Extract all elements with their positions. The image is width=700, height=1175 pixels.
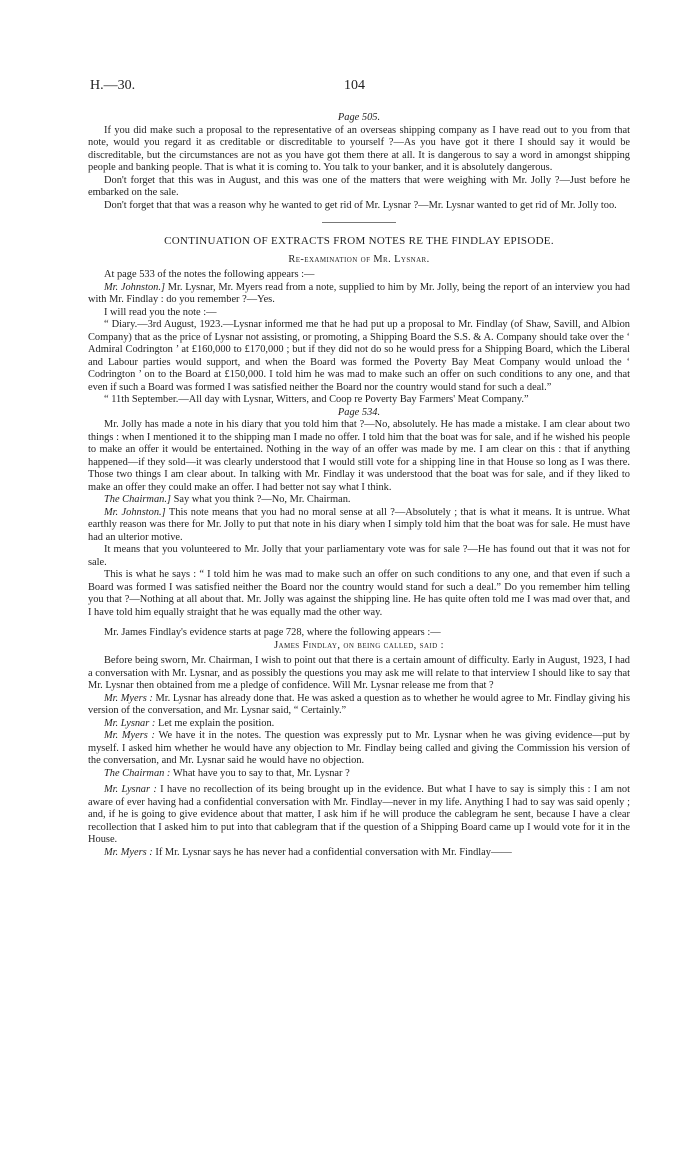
series-header: H.—30. — [90, 78, 136, 93]
page-reference: Page 505. — [337, 112, 381, 123]
paragraph: Before being sworn, Mr. Chairman, I wish to point out that there is a certain amount of difficulty. Early in August, 1923, I had a conversation with Mr. Lysnar, and as possibly the questions you may ask me will relate to that interview I should like to say that Mr. Lysnar then obtained from me a pledge of confidence. Will Mr. Lysnar release me from that ? — [88, 655, 630, 691]
speech-text: Mr. Lysnar has already done that. He was asked a question as to whether he would agree to Mr. Findlay giving his version of the conversation, and Mr. Lysnar said, “ Certainly.” — [88, 692, 630, 716]
speech-paragraph — [88, 730, 630, 768]
section-subheading: Re-examination of Mr. Lysnar. — [288, 253, 430, 265]
paragraph: Mr. Jolly has made a note in his diary that you told him that ?—No, absolutely. He has made a mistake. I am clear about two things : when I mentioned it to the shipping man I made no offer. I told him that the boat was for sale, and if he wished his people to make an offer it would be entertained. Nothing in the way of an offer was made by me. I am clear on this : that if anything happened—if they sold—it was clearly understood that I would still vote for a shipping line in that House so long as I was there. Those two things I am clear about. In talking with Mr. Findlay it was understood that the boat was for sale, and if they liked to make an offer they could make an offer. I had better not say what I think. — [88, 419, 630, 493]
paragraph: Mr. James Findlay's evidence starts at page 728, where the following appears :— — [104, 627, 441, 638]
speaker-label: Mr. Lysnar : — [104, 784, 157, 795]
speech-text: I have no recollection of its being brought up in the evidence. But what I have to say is simply this : I am not aware of ever having had a confidential conversation with Mr. Findlay—never in my life. Anything I had to say was said openly ; and, if he is going to give evidence about that matter, I ask him if he will produce the cablegram he sent, because I have a clear recollection that I asked him to put into that cablegram that if the question of a Shipping Board came up I would vote for it in the House. — [88, 784, 630, 845]
paragraph: At page 533 of the notes the following appears :— — [104, 269, 315, 280]
speaker-label: Mr. Johnston.] — [104, 281, 166, 293]
quoted-diary-entry: “ 11th September.—All day with Lysnar, Witters, and Coop re Poverty Bay Farmers' Meat Company.” — [104, 394, 529, 405]
paragraph: This is what he says : “ I told him he was mad to make such an offer on such conditions to any one, and that even if such a Board was formed I was satisfied neither the Board nor the country would stand for such a deal.” Do you remember him telling you that ?—Nothing at all about that. Mr. Jolly was against the shipping line. He has quite often told me I was mad over that, and I have told him equally straight that he was equally mad the other way. — [88, 569, 630, 618]
witness-heading: James Findlay, on being called, said : — [274, 639, 444, 651]
text-column — [88, 112, 630, 859]
speech-paragraph — [88, 718, 630, 731]
page-number: 104 — [344, 78, 365, 93]
speaker-label: Mr. Myers : — [104, 730, 155, 741]
speech-text: What have you to say to that, Mr. Lysnar ? — [172, 767, 350, 779]
paragraph: It means that you volunteered to Mr. Jolly that your parliamentary vote was for sale ?—He has found out that it was not for sale. — [88, 544, 630, 568]
speech-text: Say what you think ?—No, Mr. Chairman. — [173, 494, 351, 505]
speech-paragraph — [88, 494, 630, 507]
speaker-label: Mr. Myers : — [104, 692, 153, 704]
paragraph: Don't forget that this was in August, and this was one of the matters that were weighing with Mr. Jolly ?—Just before he embarked on the sale. — [88, 174, 630, 198]
speech-text: This note means that you had no moral sense at all ?—Absolutely ; that is what it means. It is untrue. What earthly reason was there for Mr. Jolly to put that note in his diary when I simply told him that the boat was for sale. He must have had an ulterior motive. — [88, 506, 630, 543]
speaker-label: Mr. Johnston.] — [104, 506, 166, 518]
speech-paragraph — [88, 507, 630, 545]
quoted-diary-entry: “ Diary.—3rd August, 1923.—Lysnar informed me that he had put up a proposal to Mr. Findlay (of Shaw, Savill, and Albion Company) that as the price of Lysnar not assisting, or promoting, a Shipping Board the S.S. & A. Company should take over the ‘ Admiral Codrington ’ at £160,000 to £170,000 ; but if they did not do so he would press for a Shipping Board, which the Liberal and Labour parties would support, and when the Board was formed the Poverty Bay Meat Company would unload the ‘ Codrington ’ on to the Board at £150,000. I told him he was mad to make such an offer on such conditions to any one, and that even if such a Board was formed I was satisfied neither the Board nor the country would stand for such a deal.” — [88, 319, 630, 393]
paragraph: If you did make such a proposal to the representative of an overseas shipping company as I have read out to you from that note, would you regard it as creditable or discreditable to yourself ?—As you have got it there I should say it would be discreditable, but the circumstances are not as you have got them there at all. It is dangerous to say a word in amongst shipping people and banking people. That is what it is coming to. You talk to your banker, and it is absolutely dangerous. — [88, 124, 630, 173]
page-reference: Page 534. — [337, 406, 381, 418]
speech-paragraph — [88, 784, 630, 847]
speaker-label: Mr. Myers : — [104, 846, 153, 858]
speech-text: Mr. Lysnar, Mr. Myers read from a note, supplied to him by Mr. Jolly, being the report of an interview you had with Mr. Findlay : do you remember ?—Yes. — [88, 281, 630, 305]
speech-paragraph — [88, 768, 630, 781]
speaker-label: Mr. Lysnar : — [104, 717, 156, 729]
paragraph: Don't forget that that was a reason why he wanted to get rid of Mr. Lysnar ?—Mr. Lysnar wanted to get rid of Mr. Jolly too. — [104, 199, 617, 211]
speaker-label: The Chairman : — [104, 767, 171, 779]
speech-paragraph — [88, 847, 630, 860]
speech-text: Let me explain the position. — [157, 717, 275, 729]
section-divider — [322, 222, 396, 223]
paragraph: I will read you the note :— — [104, 306, 217, 318]
speech-paragraph — [88, 693, 630, 718]
speaker-label: The Chairman.] — [104, 494, 171, 505]
section-heading: CONTINUATION OF EXTRACTS FROM NOTES RE THE FINDLAY EPISODE. — [164, 235, 554, 247]
speech-text: We have it in the notes. The question was expressly put to Mr. Lysnar when he was giving evidence—put by myself. I asked him whether he would have any objection to Mr. Findlay being called and giving the Commission his version of the conversation, and Mr. Lysnar said he would have no objection. — [88, 730, 630, 766]
speech-text: If Mr. Lysnar says he has never had a confidential conversation with Mr. Findlay—— — [155, 846, 512, 858]
speech-paragraph — [88, 282, 630, 307]
